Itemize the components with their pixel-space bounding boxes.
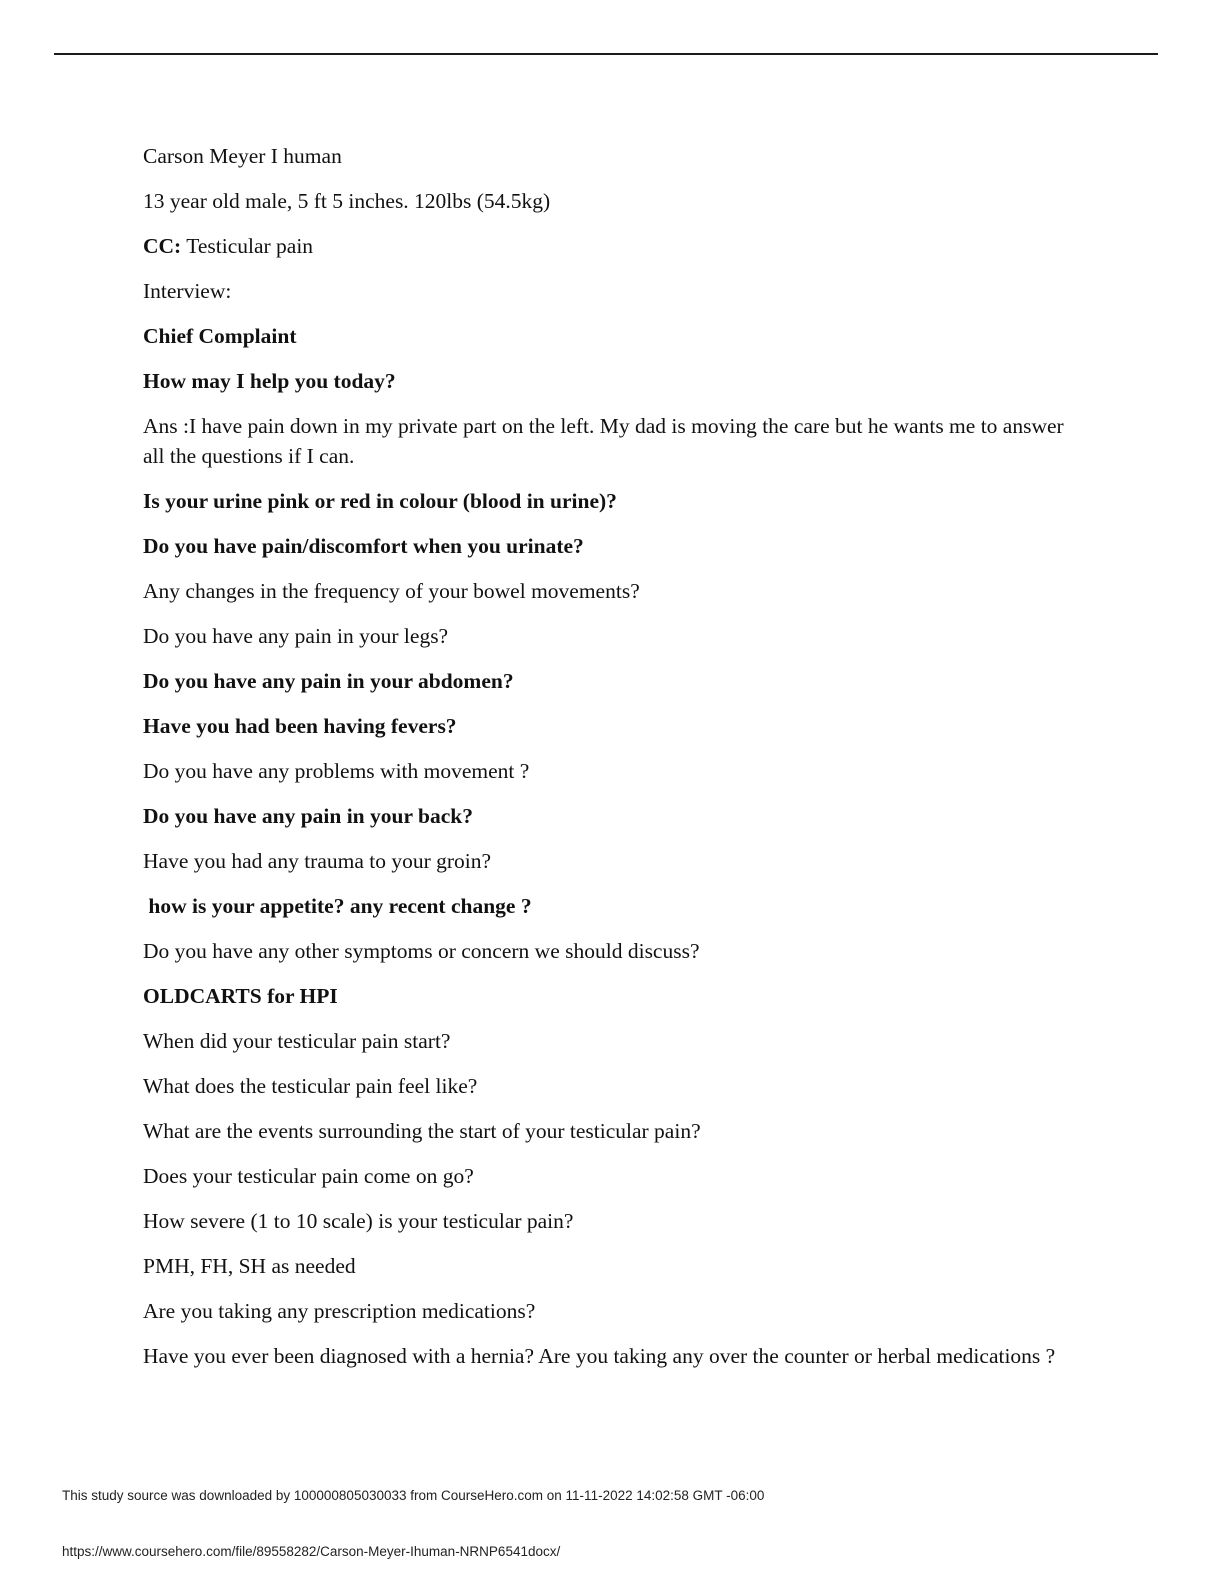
question-item: Have you had been having fevers? xyxy=(143,714,457,738)
question-item: Do you have any problems with movement ? xyxy=(143,759,530,783)
question-item: Have you had any trauma to your groin? xyxy=(143,849,492,873)
hpi-question: What does the testicular pain feel like? xyxy=(143,1074,478,1098)
hpi-question: How severe (1 to 10 scale) is your testicular pain? xyxy=(143,1209,574,1233)
hpi-question: When did your testicular pain start? xyxy=(143,1029,451,1053)
source-url[interactable]: https://www.coursehero.com/file/89558282/Carson-Meyer-Ihuman-NRNP6541docx/ xyxy=(62,1544,561,1559)
oldcarts-heading: OLDCARTS for HPI xyxy=(143,984,338,1008)
document-body xyxy=(143,141,1083,1386)
question-item: Do you have any pain in your abdomen? xyxy=(143,669,514,693)
patient-info: 13 year old male, 5 ft 5 inches. 120lbs (54.5kg) xyxy=(143,189,551,213)
question-item: Is your urine pink or red in colour (blood in urine)? xyxy=(143,489,617,513)
question-item: how is your appetite? any recent change ? xyxy=(143,894,532,918)
question-item: Do you have any pain in your back? xyxy=(143,804,473,828)
top-rule xyxy=(54,53,1158,55)
hpi-question: PMH, FH, SH as needed xyxy=(143,1254,356,1278)
hpi-question: Have you ever been diagnosed with a hernia? Are you taking any over the counter or herbal medications ? xyxy=(143,1344,1056,1368)
question-item: Any changes in the frequency of your bowel movements? xyxy=(143,579,640,603)
cc-value: Testicular pain xyxy=(181,234,314,258)
cc-label: CC: xyxy=(143,234,182,258)
question-item: Do you have any pain in your legs? xyxy=(143,624,449,648)
question-item: Do you have any other symptoms or concern we should discuss? xyxy=(143,939,700,963)
document-title: Carson Meyer I human xyxy=(143,144,342,168)
interview-label: Interview: xyxy=(143,279,232,303)
chief-complaint-heading: Chief Complaint xyxy=(143,324,297,348)
patient-answer: Ans :I have pain down in my private part on the left. My dad is moving the care but he wants me to answer all the questions if I can. xyxy=(143,414,1064,468)
question-help-today: How may I help you today? xyxy=(143,369,396,393)
question-item: Do you have pain/discomfort when you urinate? xyxy=(143,534,584,558)
hpi-question: Does your testicular pain come on go? xyxy=(143,1164,474,1188)
hpi-question: What are the events surrounding the start of your testicular pain? xyxy=(143,1119,701,1143)
hpi-question: Are you taking any prescription medications? xyxy=(143,1299,536,1323)
chief-complaint-line xyxy=(143,231,1083,261)
download-source-note: This study source was downloaded by 100000805030033 from CourseHero.com on 11-11-2022 14:02:58 GMT -06:00 xyxy=(62,1488,765,1503)
